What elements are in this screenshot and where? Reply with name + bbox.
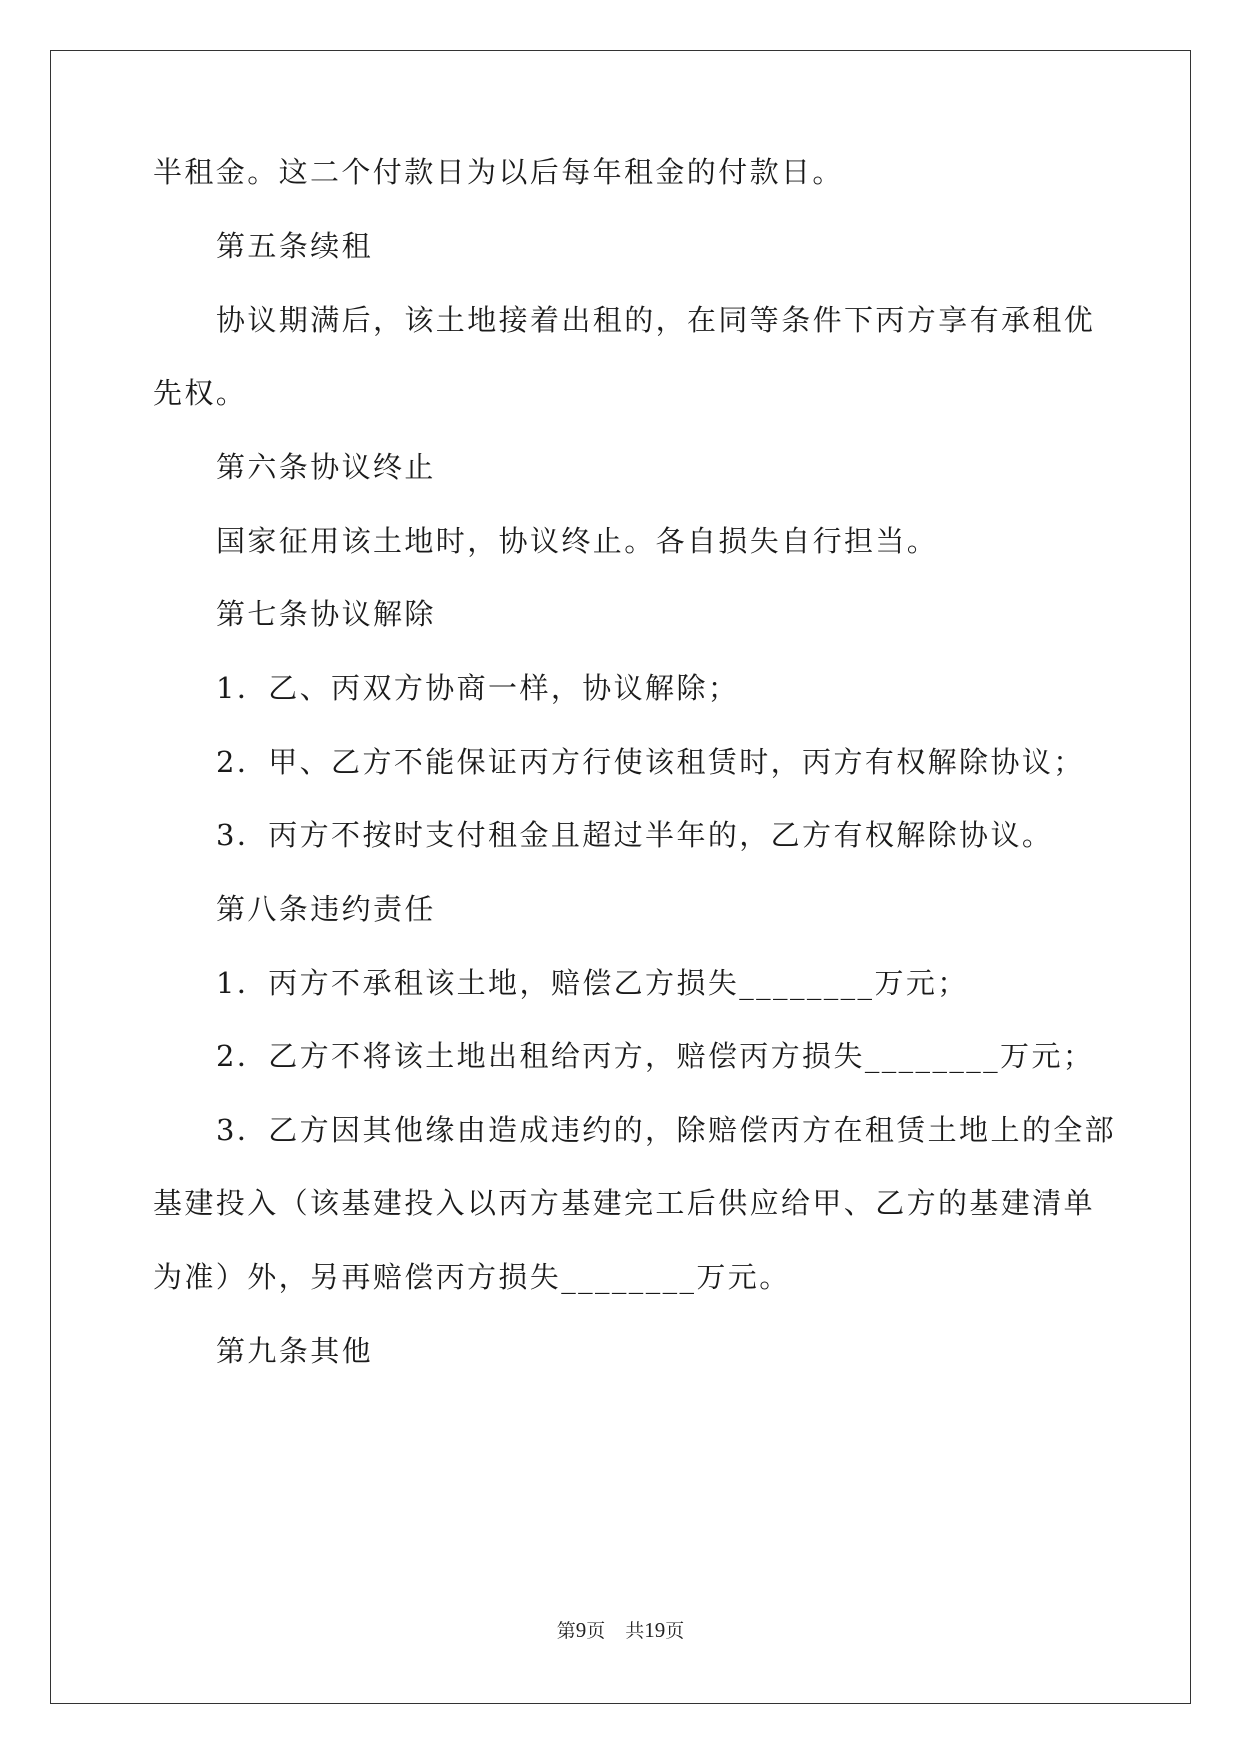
footer-total-suffix: 页: [665, 1620, 685, 1642]
text-line: 国家征用该土地时，协议终止。各自损失自行担当。: [216, 524, 939, 558]
current-page-number: 9: [575, 1618, 587, 1642]
section-heading-renewal: 第五条续租: [216, 229, 374, 263]
section-heading-liability: 第八条违约责任: [216, 892, 436, 926]
list-item: 3．丙方不按时支付租金且超过半年的，乙方有权解除协议。: [216, 818, 1054, 852]
list-item: 2．乙方不将该土地出租给丙方，赔偿丙方损失________万元；: [216, 1039, 1095, 1073]
list-item: 1．丙方不承租该土地，赔偿乙方损失________万元；: [216, 966, 969, 1000]
list-item: 2．甲、乙方不能保证丙方行使该租赁时，丙方有权解除协议；: [216, 745, 1085, 779]
list-item: 3．乙方因其他缘由造成违约的，除赔偿丙方在租赁土地上的全部: [216, 1113, 1117, 1147]
section-heading-termination: 第六条协议终止: [216, 450, 436, 484]
text-line: 协议期满后，该土地接着出租的，在同等条件下丙方享有承租优: [216, 303, 1096, 337]
text-line: 半租金。这二个付款日为以后每年租金的付款日。: [153, 155, 844, 189]
page-border: [50, 50, 1191, 1704]
section-heading-rescission: 第七条协议解除: [216, 597, 436, 631]
footer-total-prefix: 共: [625, 1620, 645, 1642]
list-item: 1．乙、丙双方协商一样，协议解除；: [216, 671, 740, 705]
footer-prefix: 第: [556, 1620, 576, 1642]
section-heading-other: 第九条其他: [216, 1334, 374, 1368]
page-footer: [0, 1618, 1241, 1643]
text-line: 基建投入（该基建投入以丙方基建完工后供应给甲、乙方的基建清单: [153, 1186, 1096, 1220]
text-line: 为准）外，另再赔偿丙方损失________万元。: [153, 1260, 791, 1294]
text-line: 先权。: [153, 376, 248, 410]
footer-page-word: 页: [586, 1620, 606, 1642]
total-pages-number: 19: [644, 1618, 666, 1642]
